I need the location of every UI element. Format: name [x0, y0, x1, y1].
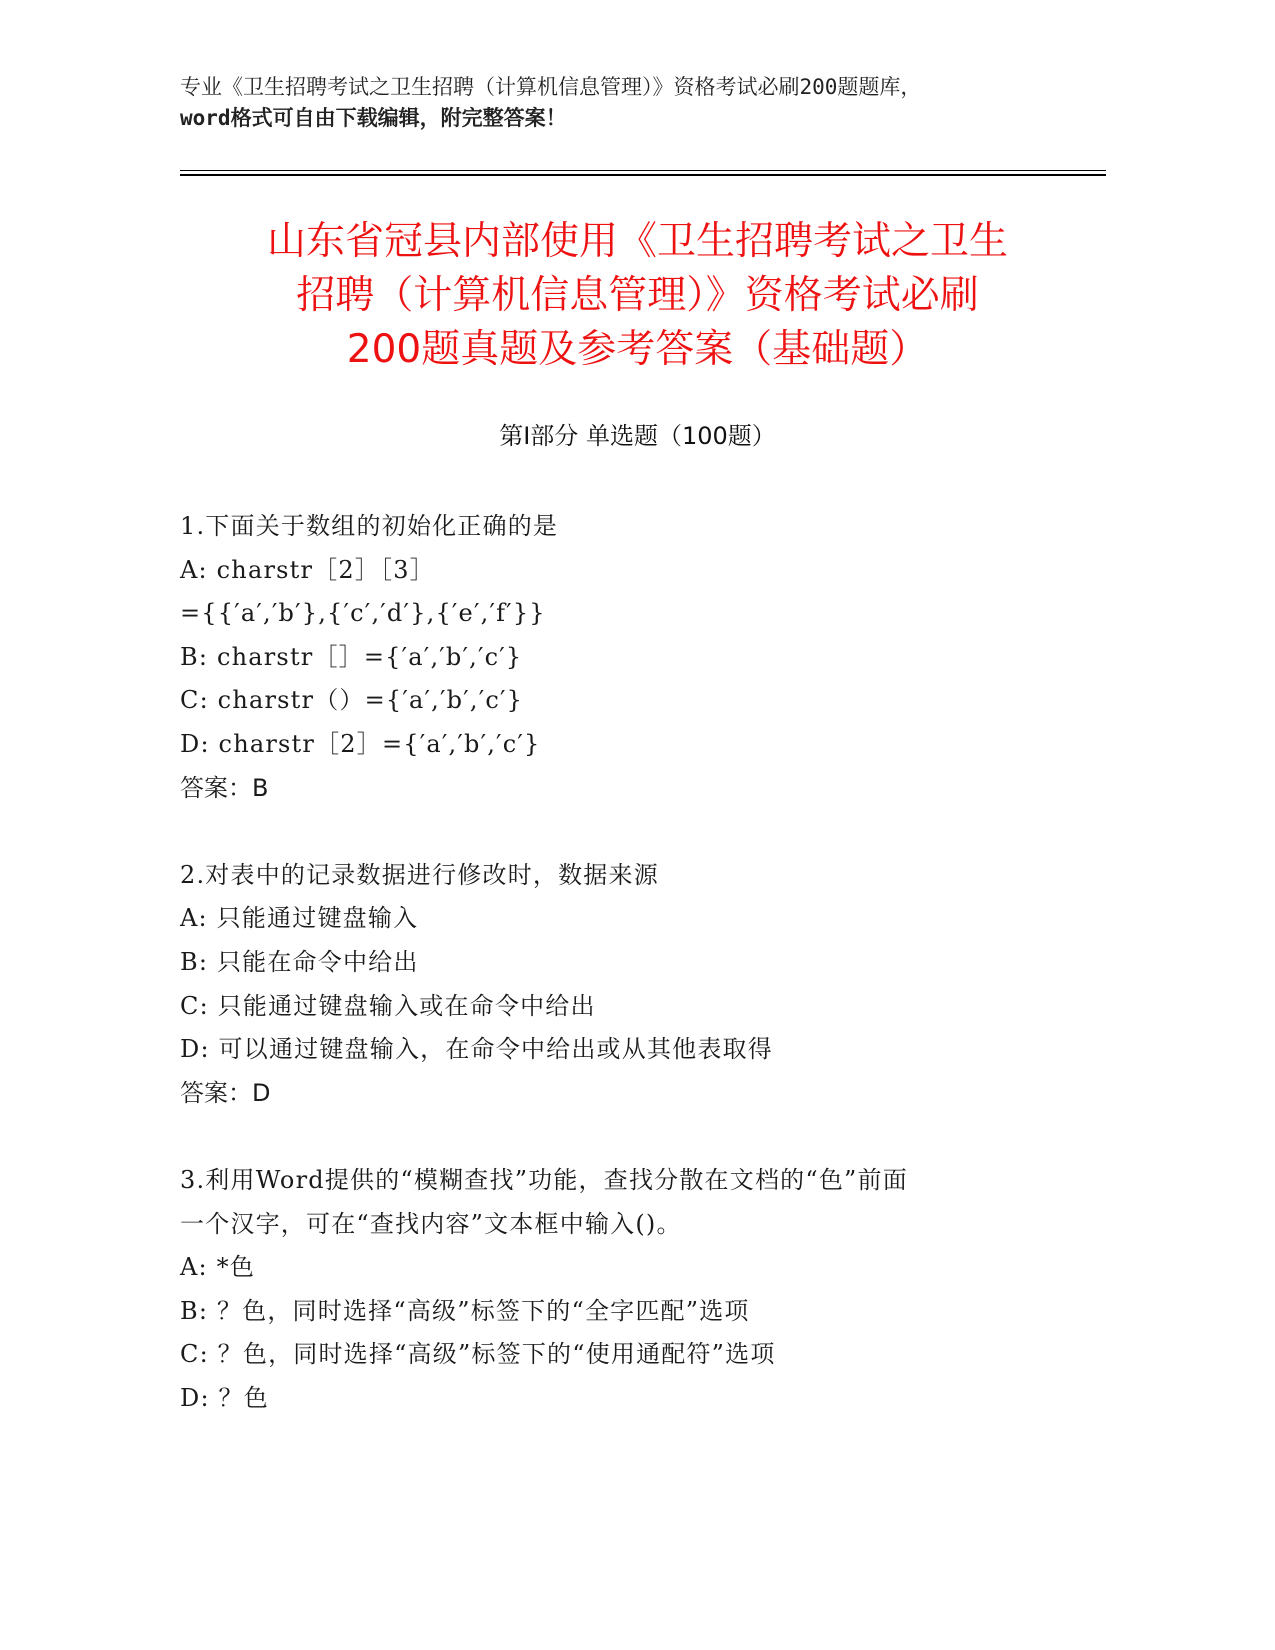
- document-title: [160, 215, 1115, 377]
- question-stem: 3.利用Word提供的“模糊查找”功能，查找分散在文档的“色”前面: [180, 1165, 908, 1194]
- option-a: A: *色: [180, 1253, 256, 1282]
- question-list: [180, 505, 1080, 1420]
- header-line-1: 专业《卫生招聘考试之卫生招聘（计算机信息管理）》资格考试必刷200题题库，: [180, 75, 922, 99]
- title-line-2: 招聘（计算机信息管理）》资格考试必刷: [296, 273, 979, 318]
- answer-line: 答案：D: [180, 1078, 271, 1107]
- option-a: A: 只能通过键盘输入: [180, 904, 419, 933]
- option-a-continued: ={{′a′,′b′},{′c′,′d′},{′e′,′f′}}: [180, 599, 546, 628]
- option-b: B: charstr［］={′a′,′b′,′c′}: [180, 642, 523, 671]
- question-spacer: [180, 1115, 1080, 1159]
- question-block: [180, 854, 1080, 1116]
- option-d: D: 可以通过键盘输入，在命令中给出或从其他表取得: [180, 1035, 773, 1064]
- question-stem: 2.对表中的记录数据进行修改时，数据来源: [180, 860, 659, 889]
- option-c: C: charstr（）={′a′,′b′,′c′}: [180, 686, 524, 715]
- question-block: [180, 505, 1080, 810]
- page-header: [180, 72, 1110, 134]
- option-d: D: ？色: [180, 1383, 269, 1412]
- option-b: B: ？色，同时选择“高级”标签下的“全字匹配”选项: [180, 1296, 750, 1325]
- title-line-3: 200题真题及参考答案（基础题）: [346, 327, 929, 372]
- option-d: D: charstr［2］={′a′,′b′,′c′}: [180, 729, 541, 758]
- question-stem: 1.下面关于数组的初始化正确的是: [180, 512, 559, 540]
- option-b: B: 只能在命令中给出: [180, 947, 419, 976]
- header-divider-thin: [180, 170, 1106, 171]
- section-heading: 第I部分 单选题（100题）: [499, 422, 776, 450]
- question-stem-continued: 一个汉字，可在“查找内容”文本框中输入()。: [180, 1209, 682, 1238]
- option-c: C: ？色，同时选择“高级”标签下的“使用通配符”选项: [180, 1340, 776, 1369]
- option-c: C: 只能通过键盘输入或在命令中给出: [180, 991, 596, 1020]
- question-spacer: [180, 810, 1080, 854]
- option-a: A: charstr［2］［3］: [180, 555, 435, 584]
- title-line-1: 山东省冠县内部使用《卫生招聘考试之卫生: [266, 219, 1008, 264]
- header-divider-thick: [180, 174, 1106, 176]
- header-line-2: word格式可自由下载编辑，附完整答案！: [180, 106, 567, 130]
- question-block: [180, 1159, 1080, 1421]
- answer-line: 答案：B: [180, 773, 269, 802]
